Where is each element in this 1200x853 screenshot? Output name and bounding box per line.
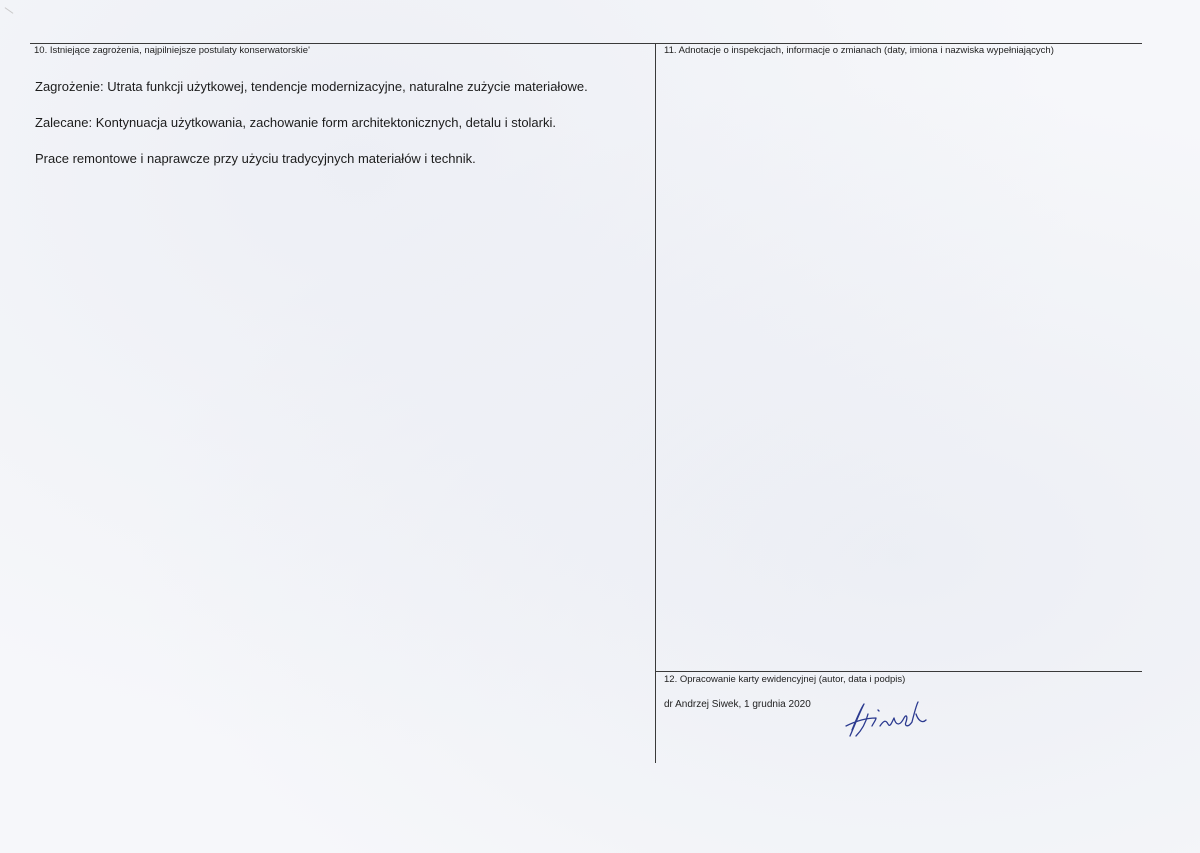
column-divider <box>655 43 656 763</box>
section11-caption: 11. Adnotacje o inspekcjach, informacje o zmianach (daty, imiona i nazwiska wypełniających) <box>664 45 1054 56</box>
section10-threat-paragraph: Zagrożenie: Utrata funkcji użytkowej, tendencje modernizacyjne, naturalne zużycie materiałowe. <box>35 79 588 94</box>
handwritten-signature <box>842 696 932 744</box>
top-rule <box>30 43 1142 44</box>
section12-rule <box>655 671 1142 672</box>
section12-author-line: dr Andrzej Siwek, 1 grudnia 2020 <box>664 699 811 710</box>
section12-caption: 12. Opracowanie karty ewidencyjnej (autor, data i podpis) <box>664 674 906 685</box>
scan-corner-mark <box>5 7 14 14</box>
section10-caption: 10. Istniejące zagrożenia, najpilniejsze postulaty konserwatorskie' <box>34 45 310 56</box>
section10-recommendation-paragraph: Zalecane: Kontynuacja użytkowania, zachowanie form architektonicznych, detalu i stolarki. <box>35 115 556 130</box>
section10-works-paragraph: Prace remontowe i naprawcze przy użyciu tradycyjnych materiałów i technik. <box>35 151 476 166</box>
